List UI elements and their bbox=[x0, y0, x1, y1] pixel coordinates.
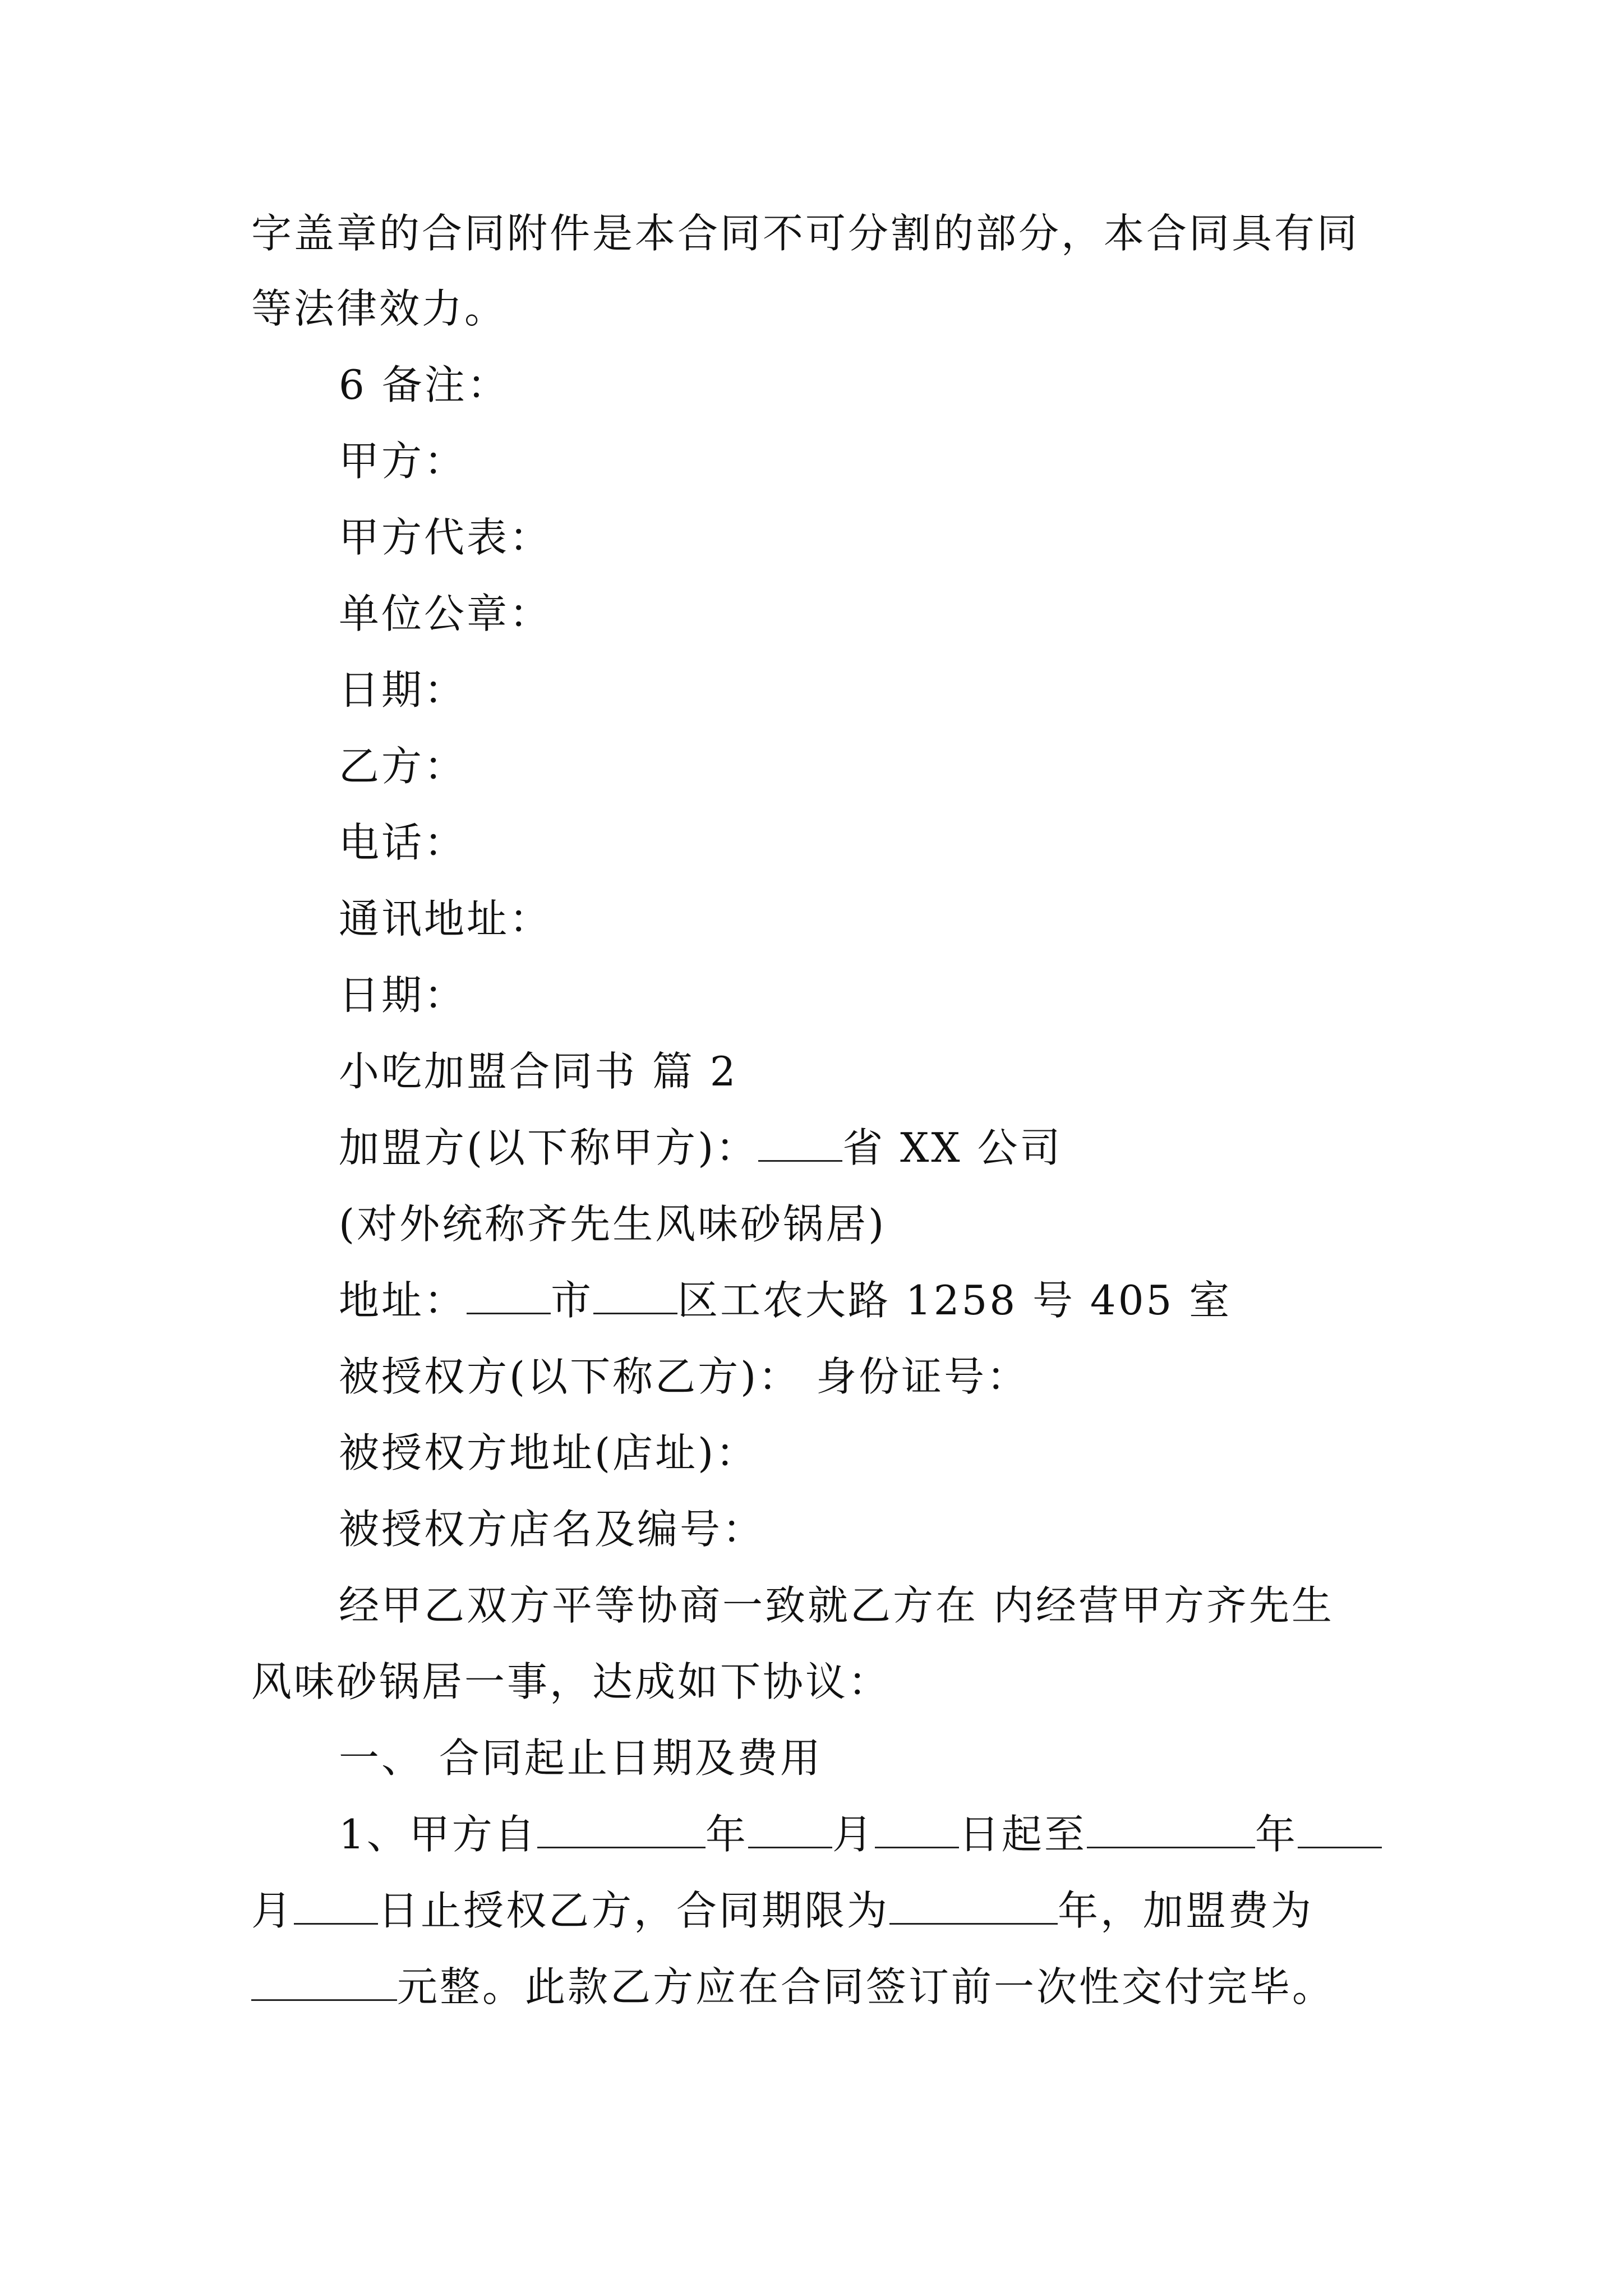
clause-text: 年 bbox=[1255, 1811, 1298, 1858]
blank-field bbox=[467, 1279, 551, 1314]
licensee-address-line: 被授权方地址(店址)： bbox=[339, 1429, 759, 1476]
blank-field bbox=[294, 1889, 378, 1925]
blank-field bbox=[251, 1966, 397, 2001]
phone-label: 电话： bbox=[339, 819, 467, 866]
clause-text: 年，加盟费为 bbox=[1058, 1887, 1314, 1934]
term-clause-line bbox=[251, 1959, 1335, 2015]
clause-text: 月 bbox=[832, 1811, 875, 1858]
franchisor-label: 加盟方(以下称甲方)： bbox=[339, 1124, 759, 1171]
blank-field bbox=[758, 1126, 842, 1162]
blank-field bbox=[875, 1813, 959, 1848]
blank-field bbox=[889, 1889, 1058, 1925]
clause-text: 日止授权乙方，合同期限为 bbox=[378, 1887, 890, 1934]
licensee-store-line: 被授权方店名及编号： bbox=[339, 1506, 766, 1553]
section-heading-remarks: 6 备注： bbox=[339, 361, 510, 408]
licensee-line: 被授权方(以下称乙方)： 身份证号： bbox=[339, 1353, 1030, 1400]
blank-field bbox=[748, 1813, 832, 1848]
section-heading-term: 一、 合同起止日期及费用 bbox=[339, 1734, 823, 1782]
district-address: 区工农大路 1258 号 405 室 bbox=[677, 1277, 1232, 1324]
contract-title: 小吃加盟合同书 篇 2 bbox=[339, 1048, 738, 1095]
clause-text: 年 bbox=[705, 1811, 748, 1858]
clause-text: 元整。此款乙方应在合同签订前一次性交付完毕。 bbox=[397, 1963, 1335, 2010]
blank-field bbox=[1087, 1813, 1255, 1848]
clause-text: 1、甲方自 bbox=[339, 1811, 537, 1858]
term-clause-line bbox=[339, 1806, 1382, 1862]
paragraph-line: 等法律效力。 bbox=[251, 285, 508, 332]
party-a-representative-label: 甲方代表： bbox=[339, 514, 552, 561]
address-label: 通讯地址： bbox=[339, 895, 552, 942]
clause-text: 月 bbox=[251, 1887, 294, 1934]
clause-text: 日起至 bbox=[958, 1811, 1087, 1858]
date-label: 日期： bbox=[339, 972, 467, 1019]
franchisor-address-line bbox=[339, 1272, 1232, 1328]
franchisor-brand: (对外统称齐先生风味砂锅居) bbox=[339, 1200, 887, 1248]
blank-field bbox=[593, 1279, 677, 1314]
franchisor-line bbox=[339, 1120, 1062, 1176]
address-label: 地址： bbox=[339, 1277, 467, 1324]
party-b-label: 乙方： bbox=[339, 743, 467, 790]
blank-field bbox=[537, 1813, 706, 1848]
party-a-label: 甲方： bbox=[339, 438, 467, 485]
term-clause-line bbox=[251, 1883, 1313, 1939]
company-seal-label: 单位公章： bbox=[339, 590, 552, 637]
date-label: 日期： bbox=[339, 666, 467, 714]
paragraph-line: 经甲乙双方平等协商一致就乙方在 内经营甲方齐先生 bbox=[339, 1582, 1334, 1629]
blank-field bbox=[1298, 1813, 1382, 1848]
city-label: 市 bbox=[551, 1277, 594, 1324]
paragraph-line: 风味砂锅居一事，达成如下协议： bbox=[251, 1658, 891, 1705]
franchisor-company: 省 XX 公司 bbox=[842, 1124, 1063, 1171]
paragraph-line: 字盖章的合同附件是本合同不可分割的部分，本合同具有同 bbox=[251, 210, 1360, 257]
